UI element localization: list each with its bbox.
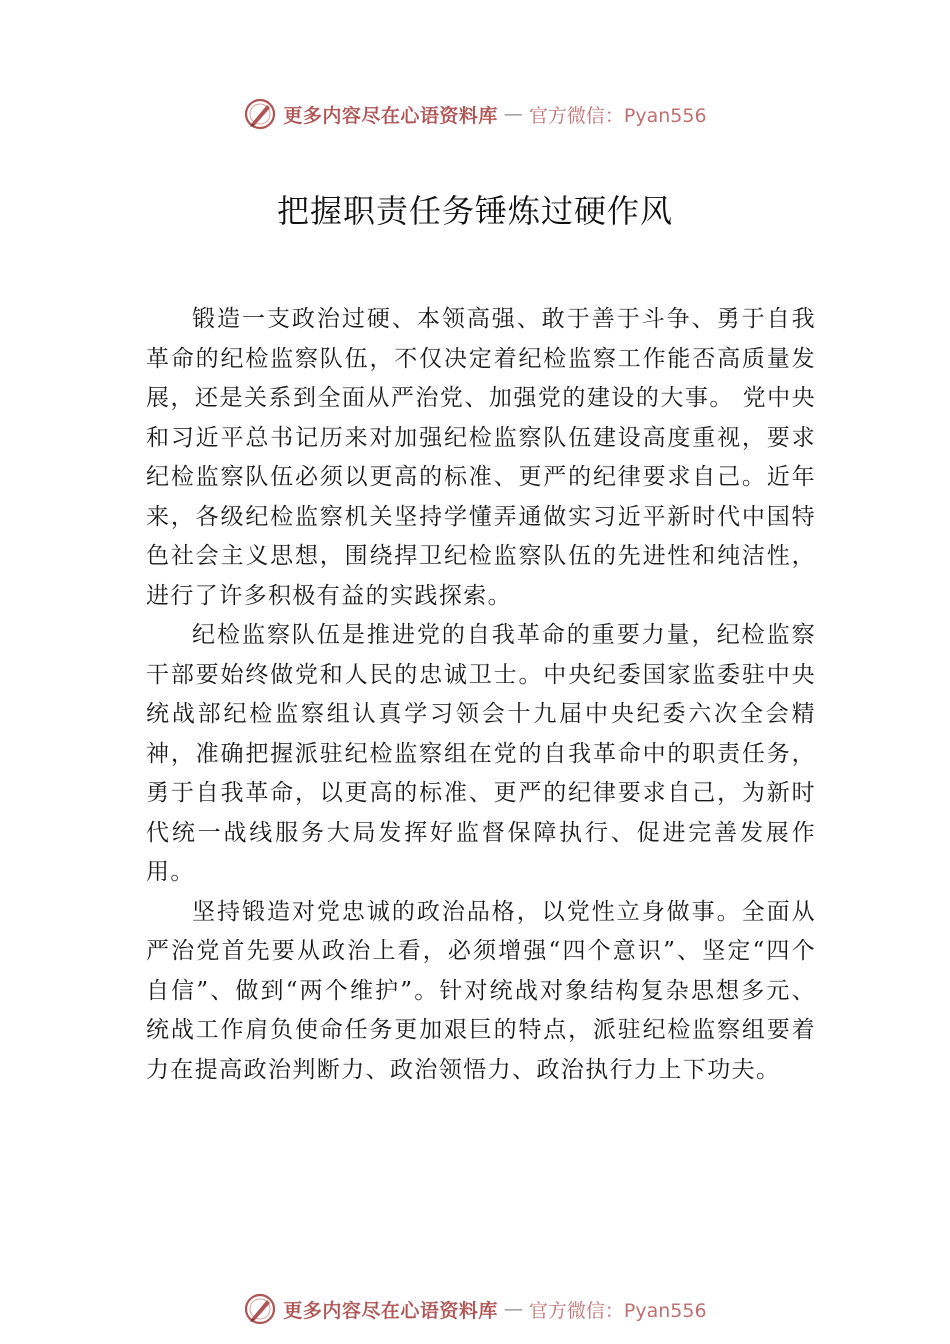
contact-text: 官方微信：Pyan556 <box>528 104 707 127</box>
header-watermark <box>0 92 950 136</box>
brand-separator: — <box>503 103 523 125</box>
document-title: 把握职责任务锤炼过硬作风 <box>276 192 673 230</box>
brand-text: 更多内容尽在心语资料库 <box>283 1299 498 1322</box>
footer-watermark <box>0 1287 950 1331</box>
document-body <box>146 300 816 1090</box>
brand-text: 更多内容尽在心语资料库 <box>283 104 498 127</box>
pen-logo-icon <box>243 97 277 131</box>
paragraph-3: 坚持锻造对党忠诚的政治品格，以党性立身做事。全面从严治党首先要从政治上看，必须增强“四个意识”、坚定“四个自信”、做到“两个维护”。针对统战对象结构复杂思想多元、统战工作肩负使命任务更加艰巨的特点，派驻纪检监察组要着力在提高政治判断力、政治领悟力、政治执行力上下功夫。 <box>146 898 816 1083</box>
paragraph-1: 锻造一支政治过硬、本领高强、敢于善于斗争、勇于自我革命的纪检监察队伍，不仅决定着纪检监察工作能否高质量发展，还是关系到全面从严治党、加强党的建设的大事。 党中央和习近平总书记历来对加强纪检监察队伍建设高度重视，要求纪检监察队伍必须以更高的标准、更严的纪律要求自己。近年来，各级纪检监察机关坚持学懂弄通做实习近平新时代中国特色社会主义思想，围绕捍卫纪检监察队伍的先进性和纯洁性，进行了许多积极有益的实践探索。 <box>146 306 816 609</box>
brand-separator: — <box>503 1298 523 1320</box>
paragraph-2: 纪检监察队伍是推进党的自我革命的重要力量，纪检监察干部要始终做党和人民的忠诚卫士。中央纪委国家监委驻中央统战部纪检监察组认真学习领会十九届中央纪委六次全会精神，准确把握派驻纪检监察组在党的自我革命中的职责任务，勇于自我革命，以更高的标准、更严的纪律要求自己，为新时代统一战线服务大局发挥好监督保障执行、促进完善发展作用。 <box>146 622 816 885</box>
contact-text: 官方微信：Pyan556 <box>528 1299 707 1322</box>
pen-logo-icon <box>243 1292 277 1326</box>
